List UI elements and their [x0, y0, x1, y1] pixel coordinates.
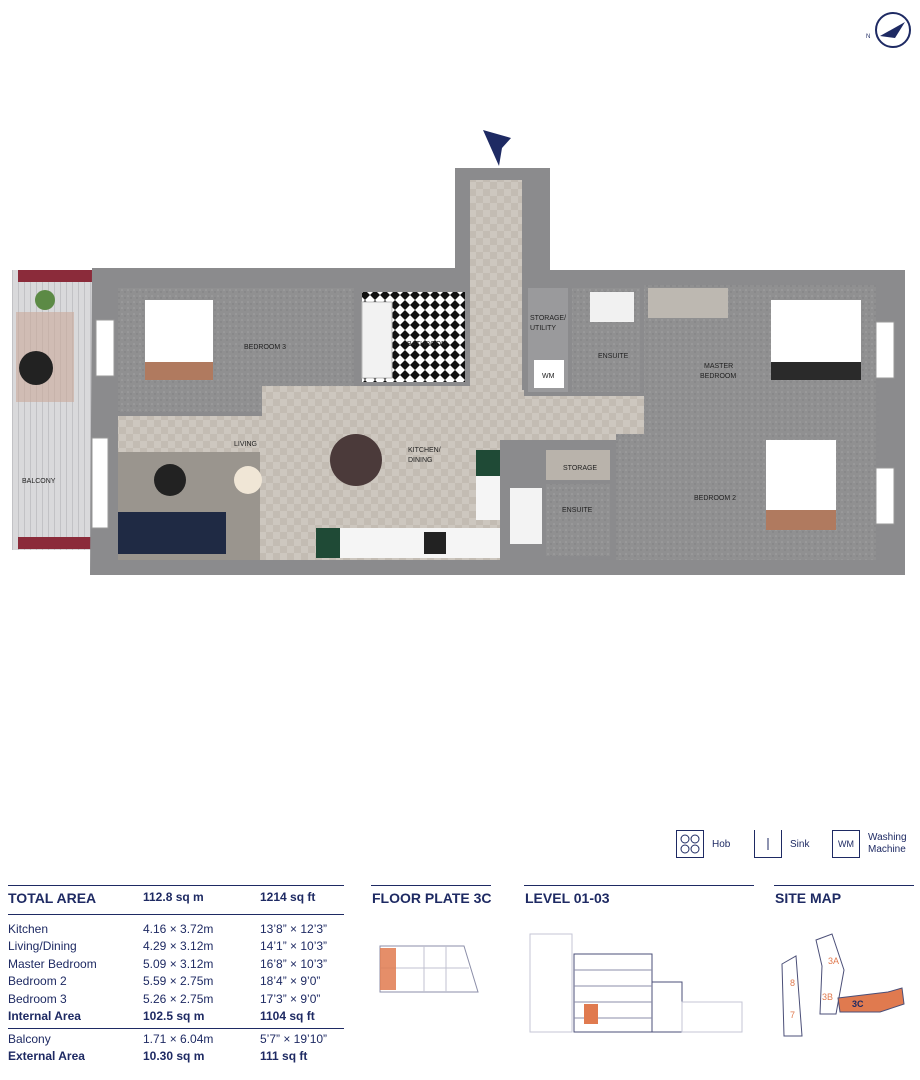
site-map-rule	[774, 885, 914, 886]
room-label-balcony: BALCONY	[22, 478, 56, 485]
level-elevation-diagram	[528, 930, 748, 1034]
row-label: Kitchen	[8, 922, 49, 936]
site-label-3a: 3A	[828, 956, 840, 966]
row-metric: 102.5 sq m	[143, 1009, 205, 1023]
row-imperial: 14’1” × 10’3”	[260, 939, 328, 953]
row-label: External Area	[8, 1049, 85, 1063]
total-area-imperial: 1214 sq ft	[260, 890, 316, 904]
level-title: LEVEL 01-03	[525, 890, 610, 906]
site-label-3b: 3B	[822, 992, 834, 1002]
site-label-3c: 3C	[852, 999, 864, 1009]
room-label-ensuite-1: ENSUITE	[598, 353, 629, 360]
room-label-living: LIVING	[234, 441, 257, 448]
table-mid-rule	[8, 1028, 344, 1029]
table-row	[8, 1032, 346, 1049]
table-row-internal-area	[8, 1009, 346, 1026]
table-row	[8, 992, 346, 1009]
balcony-area	[12, 270, 100, 550]
row-label: Internal Area	[8, 1009, 81, 1023]
room-label-bathroom: BATHROOM	[407, 341, 447, 348]
row-label: Bedroom 3	[8, 992, 67, 1006]
legend-hob-label: Hob	[712, 838, 731, 850]
row-metric: 4.16 × 3.72m	[143, 922, 214, 936]
row-imperial: 18’4” × 9’0”	[260, 974, 321, 988]
table-header-rule	[8, 914, 344, 915]
highlighted-level	[584, 1004, 598, 1024]
row-imperial: 13’8” × 12’3”	[260, 922, 328, 936]
row-metric: 5.26 × 2.75m	[143, 992, 214, 1006]
row-imperial: 111 sq ft	[260, 1049, 308, 1063]
table-row	[8, 939, 346, 956]
row-metric: 5.09 × 3.12m	[143, 957, 214, 971]
bedroom2-floor	[616, 434, 876, 560]
legend-washing-machine	[832, 830, 907, 858]
row-metric: 1.71 × 6.04m	[143, 1032, 214, 1046]
room-label-storage: STORAGE	[563, 465, 598, 472]
row-imperial: 5’7” × 19’10”	[260, 1032, 328, 1046]
entrance-arrow-icon	[483, 130, 511, 166]
total-area-metric: 112.8 sq m	[143, 890, 204, 904]
legend-sink-label: Sink	[790, 838, 810, 850]
room-label-storage-utility-1: STORAGE/	[530, 315, 567, 322]
room-label-bedroom2: BEDROOM 2	[694, 495, 737, 502]
room-label-master-2: BEDROOM	[700, 373, 737, 380]
row-imperial: 16’8” × 10’3”	[260, 957, 328, 971]
legend-sink	[754, 830, 809, 858]
room-label-ensuite-2: ENSUITE	[562, 507, 593, 514]
row-metric: 10.30 sq m	[143, 1049, 205, 1063]
room-label-master-1: MASTER	[704, 363, 734, 370]
room-label-kitchen-1: KITCHEN/	[408, 447, 441, 454]
ensuite2-floor	[546, 484, 610, 556]
row-imperial: 1104 sq ft	[260, 1009, 315, 1023]
total-area-label: TOTAL AREA	[8, 890, 97, 906]
table-row	[8, 957, 346, 974]
table-row-external-area	[8, 1049, 346, 1066]
legend-hob	[676, 830, 730, 858]
row-metric: 5.59 × 2.75m	[143, 974, 214, 988]
site-map-title: SITE MAP	[775, 890, 842, 906]
row-metric: 4.29 × 3.12m	[143, 939, 214, 953]
fixture-legend	[676, 828, 916, 868]
washing-machine-icon: WM	[832, 830, 860, 858]
row-label: Master Bedroom	[8, 957, 97, 971]
svg-text:N: N	[866, 34, 871, 40]
floor-plate-rule	[371, 885, 491, 886]
row-label: Balcony	[8, 1032, 51, 1046]
sink-icon	[754, 830, 782, 858]
row-label: Living/Dining	[8, 939, 77, 953]
table-row	[8, 974, 346, 991]
room-label-wm: WM	[542, 373, 555, 380]
legend-washing-label-1: Washing	[868, 832, 907, 843]
north-compass-icon	[866, 13, 910, 47]
hob-icon	[676, 830, 704, 858]
room-label-kitchen-2: DINING	[408, 457, 433, 464]
room-label-bedroom3: BEDROOM 3	[244, 344, 287, 351]
level-rule	[524, 885, 754, 886]
floor-plate-title: FLOOR PLATE 3C	[372, 890, 492, 906]
site-label-7: 7	[790, 1010, 796, 1020]
table-top-rule	[8, 885, 344, 886]
site-map-diagram	[776, 930, 916, 1040]
highlighted-unit	[380, 948, 396, 990]
legend-washing-label-2: Machine	[868, 844, 906, 855]
room-label-storage-utility-2: UTILITY	[530, 325, 557, 332]
row-imperial: 17’3” × 9’0”	[260, 992, 321, 1006]
table-row	[8, 922, 346, 939]
table-header-row	[8, 890, 346, 907]
site-label-3d: 3D	[880, 994, 892, 1004]
site-label-8: 8	[790, 978, 796, 988]
floor-plate-diagram	[374, 940, 484, 996]
row-label: Bedroom 2	[8, 974, 67, 988]
